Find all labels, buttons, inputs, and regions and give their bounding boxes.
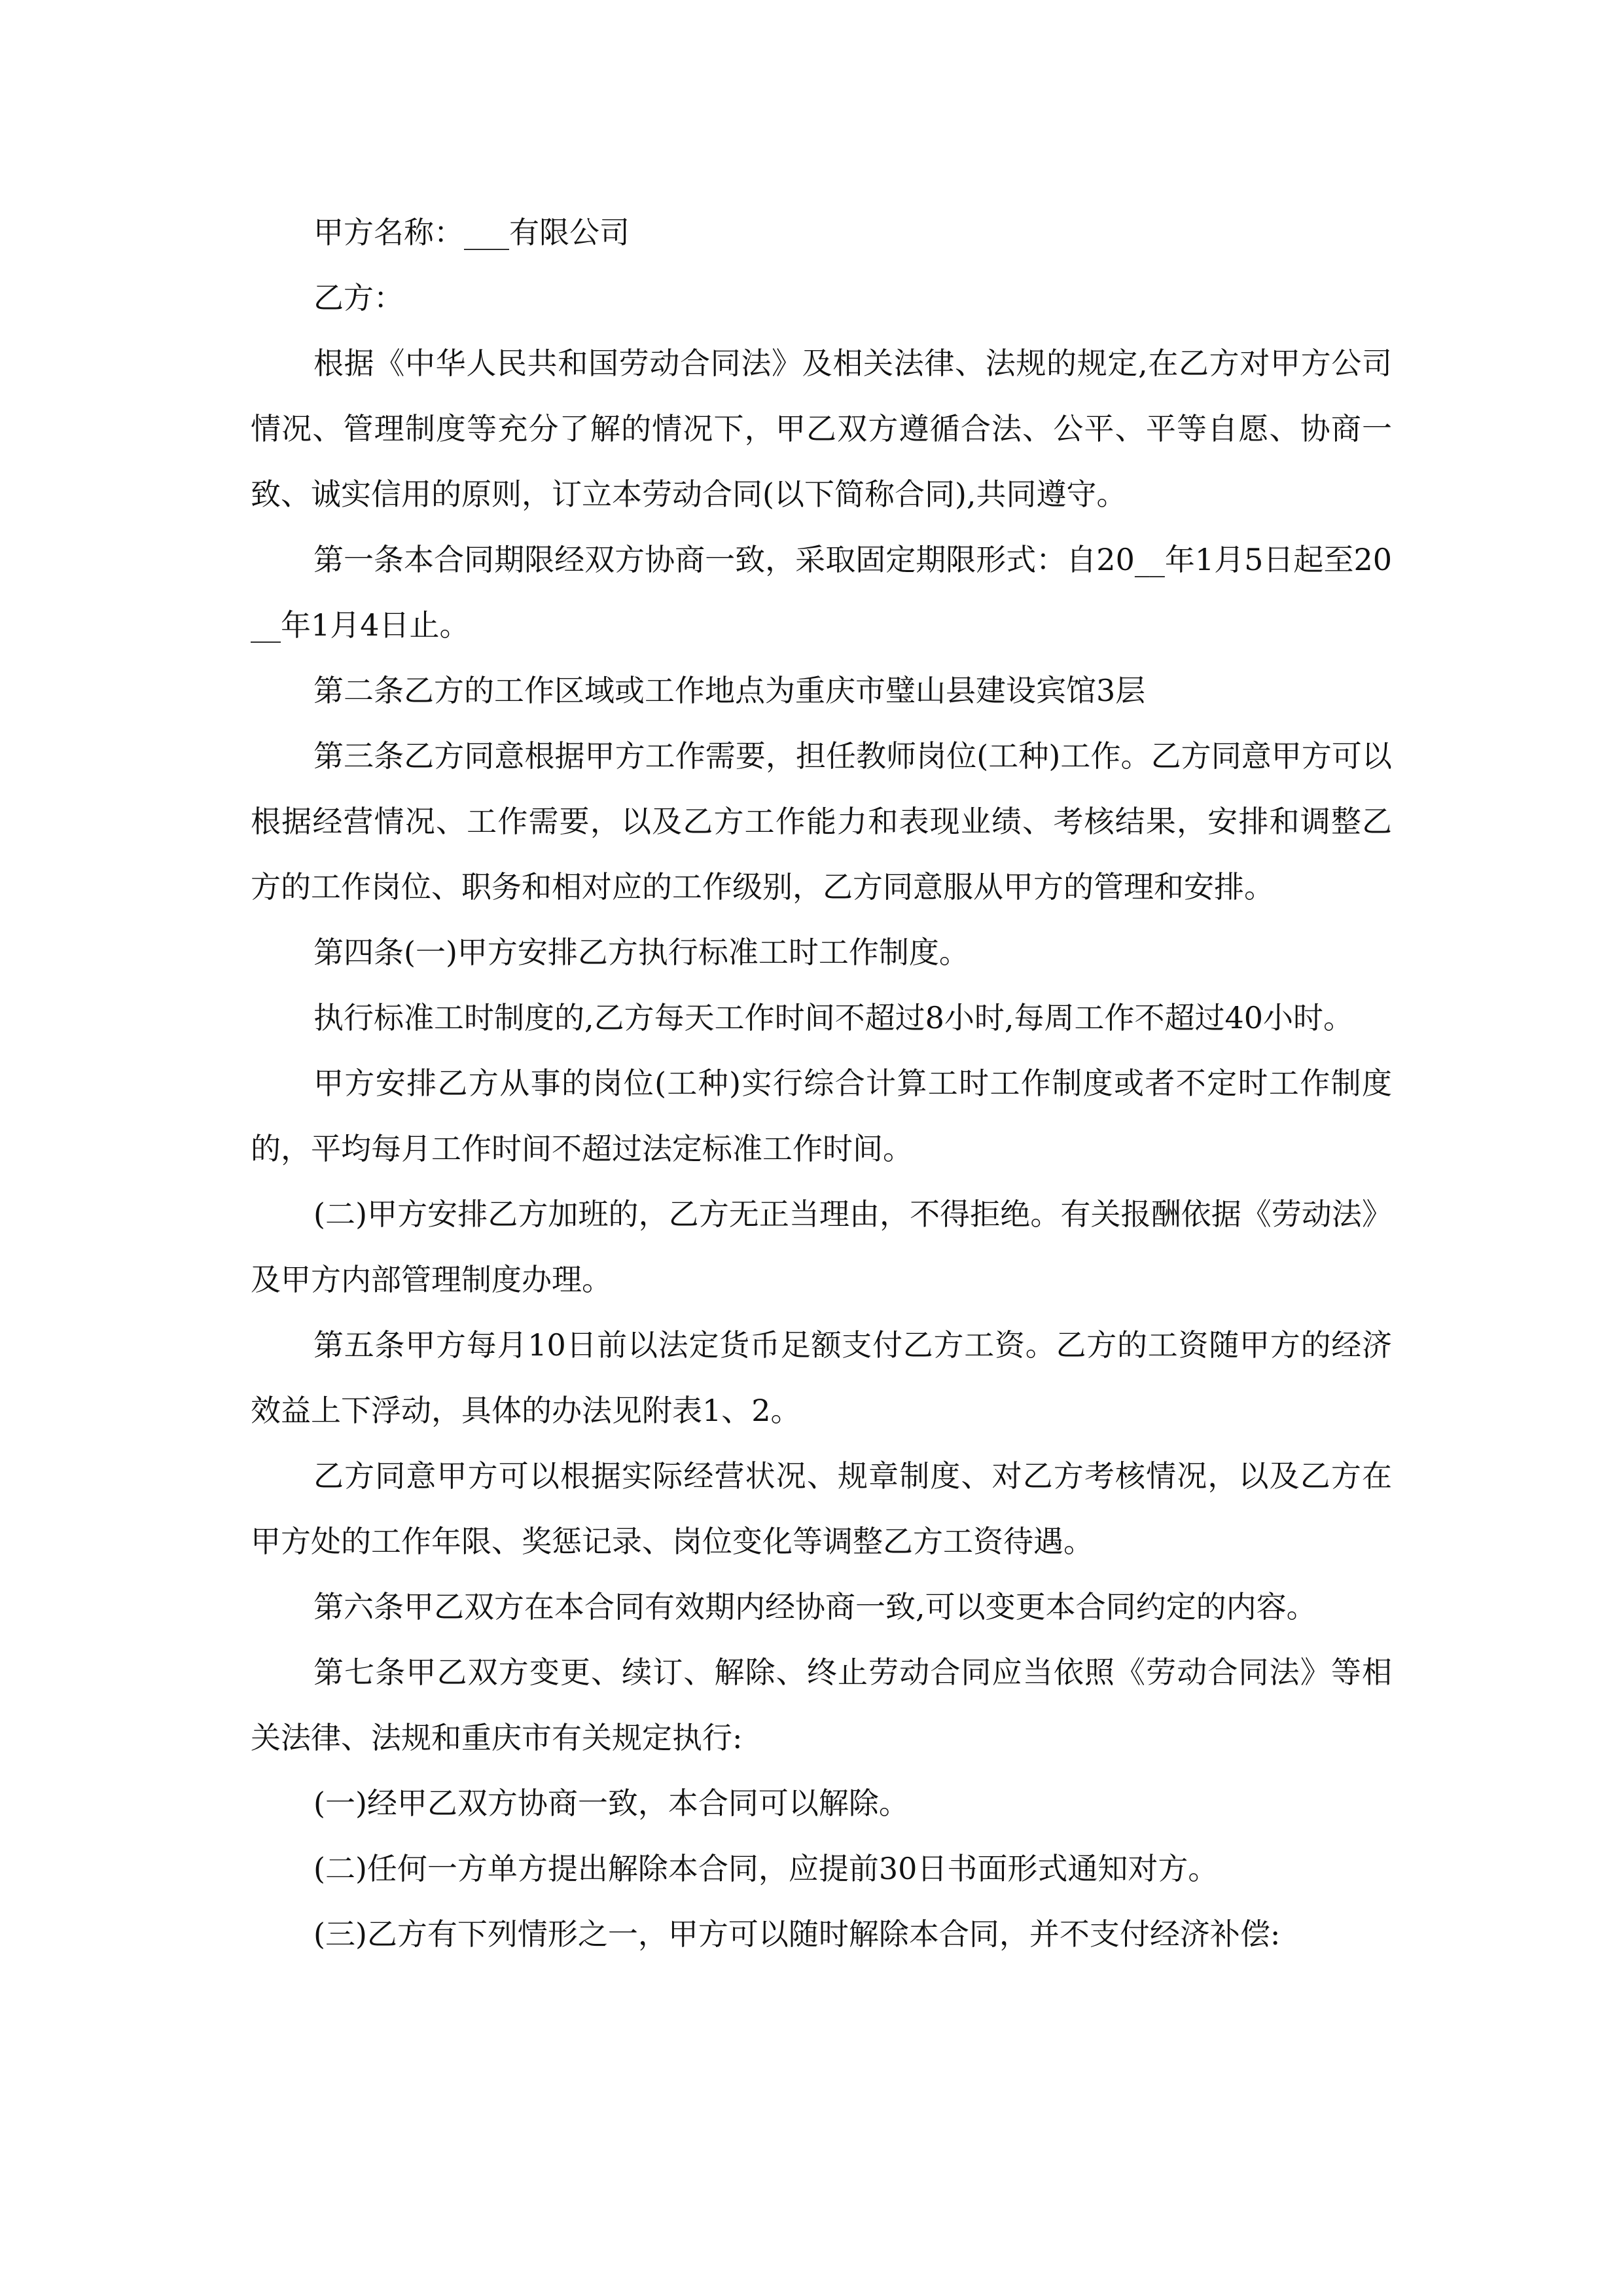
- party-b-name: 乙方：: [313, 280, 404, 315]
- standard-hours-paragraph: 执行标准工时制度的,乙方每天工作时间不超过8小时,每周工作不超过40小时。: [313, 1000, 1354, 1035]
- party-a-name: 甲方名称：___有限公司: [313, 215, 630, 250]
- article-2-workplace: 第二条乙方的工作区域或工作地点为重庆市璧山县建设宾馆3层: [313, 673, 1146, 708]
- termination-clause-1: (一)经甲乙双方协商一致，本合同可以解除。: [313, 1785, 909, 1821]
- article-4-work-hours: 第四条(一)甲方安排乙方执行标准工时工作制度。: [313, 935, 969, 970]
- article-1-term: 第一条本合同期限经双方协商一致，采取固定期限形式：自20__年1月5日起至20__年1月4日止。: [251, 542, 1392, 643]
- termination-clause-2: (二)任何一方单方提出解除本合同，应提前30日书面形式通知对方。: [313, 1851, 1219, 1886]
- article-3-position: 第三条乙方同意根据甲方工作需要，担任教师岗位(工种)工作。乙方同意甲方可以根据经营情况、工作需要，以及乙方工作能力和表现业绩、考核结果，安排和调整乙方的工作岗位、职务和相对应的工作级别，乙方同意服从甲方的管理和安排。: [251, 738, 1392, 905]
- article-6-amendment: 第六条甲乙双方在本合同有效期内经协商一致,可以变更本合同约定的内容。: [313, 1589, 1317, 1624]
- article-5-wages: 第五条甲方每月10日前以法定货币足额支付乙方工资。乙方的工资随甲方的经济效益上下浮动，具体的办法见附表1、2。: [251, 1327, 1392, 1428]
- flexible-hours-paragraph: 甲方安排乙方从事的岗位(工种)实行综合计算工时工作制度或者不定时工作制度的，平均每月工作时间不超过法定标准工作时间。: [251, 1066, 1392, 1166]
- termination-clause-3: (三)乙方有下列情形之一，甲方可以随时解除本合同，并不支付经济补偿:: [313, 1916, 1281, 1952]
- wage-adjustment-paragraph: 乙方同意甲方可以根据实际经营状况、规章制度、对乙方考核情况，以及乙方在甲方处的工作年限、奖惩记录、岗位变化等调整乙方工资待遇。: [251, 1458, 1392, 1559]
- article-7-termination: 第七条甲乙双方变更、续订、解除、终止劳动合同应当依照《劳动合同法》等相关法律、法规和重庆市有关规定执行:: [251, 1655, 1392, 1755]
- overtime-paragraph: (二)甲方安排乙方加班的，乙方无正当理由，不得拒绝。有关报酬依据《劳动法》及甲方内部管理制度办理。: [251, 1196, 1392, 1297]
- contract-page: [251, 200, 1392, 1967]
- preamble-paragraph: 根据《中华人民共和国劳动合同法》及相关法律、法规的规定,在乙方对甲方公司情况、管理制度等充分了解的情况下，甲乙双方遵循合法、公平、平等自愿、协商一致、诚实信用的原则，订立本劳动合同(以下简称合同),共同遵守。: [251, 346, 1392, 512]
